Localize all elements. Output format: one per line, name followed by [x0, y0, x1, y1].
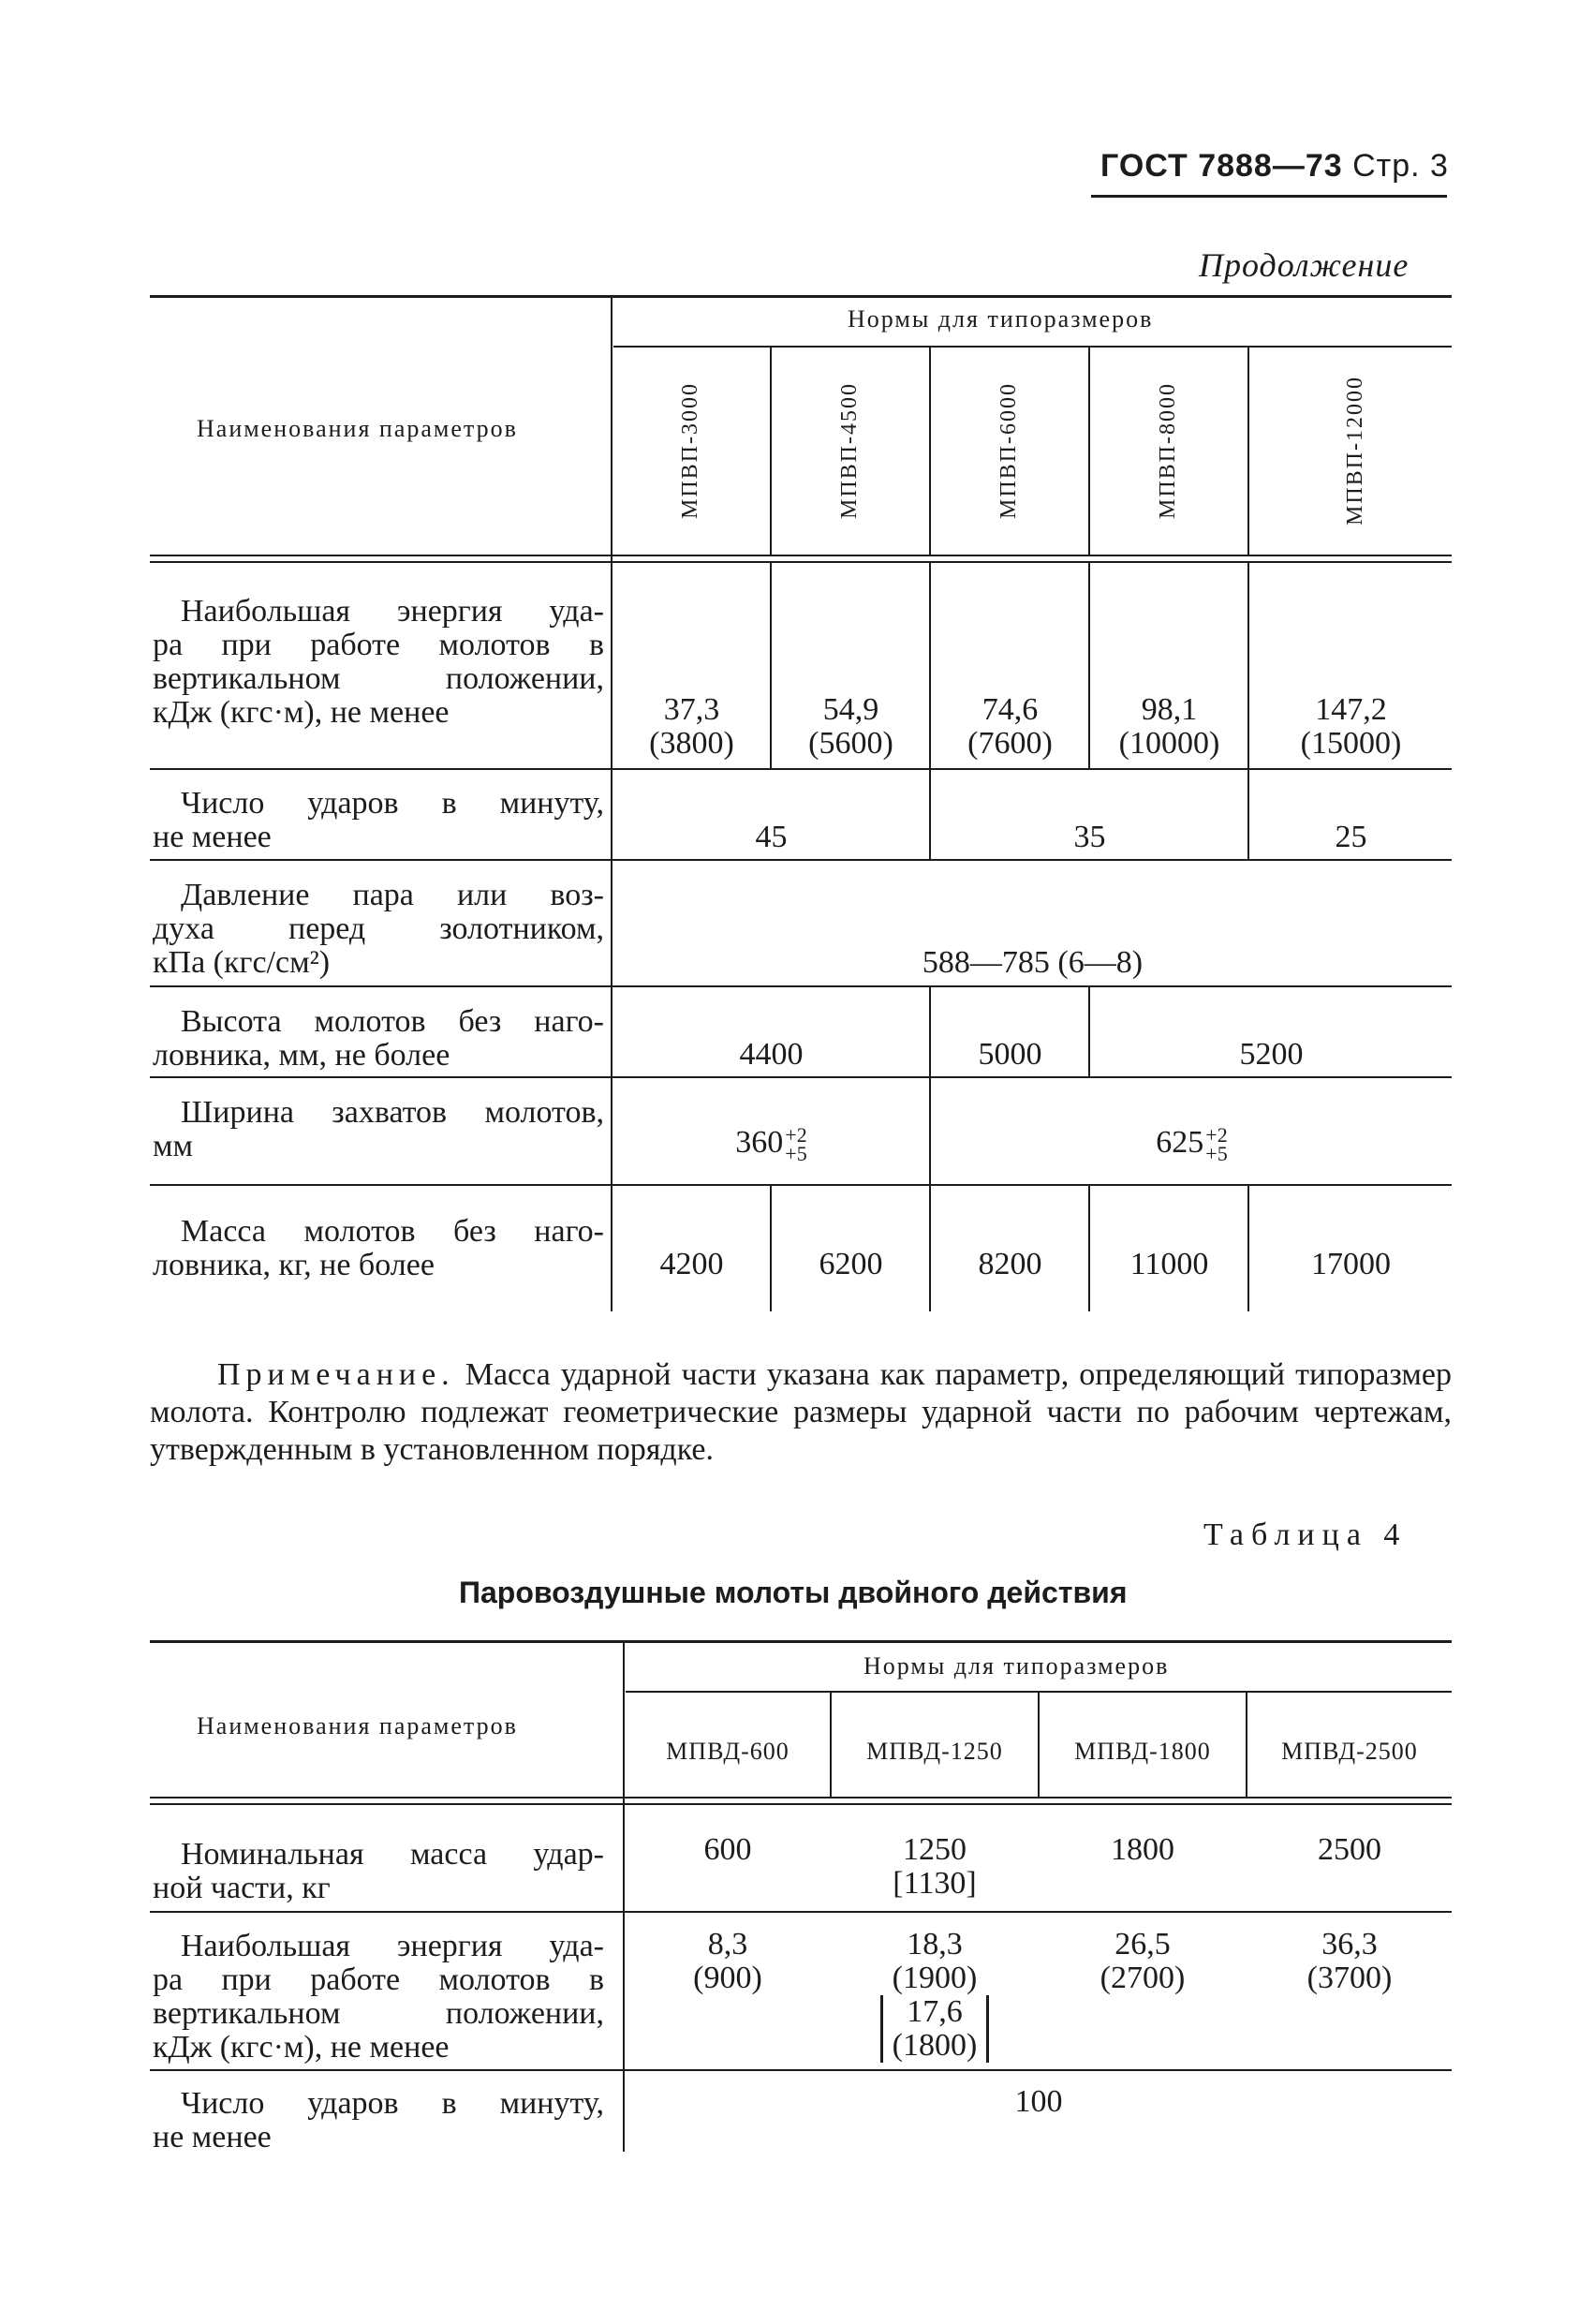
table3-row-rule-2 [150, 859, 1452, 861]
value-sub: (1900) [892, 1961, 978, 1995]
table3-value: 5000 [978, 1037, 1042, 1072]
table4-header-rule-2 [150, 1803, 1452, 1805]
name-line: вертикальном положении, [153, 1996, 604, 2031]
table3-value: 11000 [1129, 1247, 1209, 1281]
table3-col-header: МПВП-12000 [1343, 376, 1367, 526]
table4-col-header: МПВД-600 [666, 1738, 790, 1765]
table3-top-rule [150, 295, 1452, 298]
table4-param-divider [623, 1642, 625, 2152]
bracketed-value [880, 1995, 990, 2063]
name-line: ловника, мм, не более [153, 1038, 450, 1073]
name-line: Число ударов в минуту, [181, 786, 604, 821]
table3-header-rule-1 [150, 555, 1452, 556]
table4-value [832, 1928, 1038, 2063]
table3-value: 45 [755, 820, 788, 854]
table3-col-divider [1088, 987, 1090, 1076]
table3-col-header: МПВП-4500 [837, 382, 862, 520]
table3-col-header: МПВП-6000 [996, 382, 1021, 520]
table3-value: 5200 [1239, 1037, 1304, 1072]
tolerance-upper: +2 [785, 1123, 807, 1147]
name-line: вертикальном положении, [153, 661, 604, 696]
table4-row-name [153, 1930, 604, 2065]
tolerance-lower: +5 [1205, 1142, 1228, 1166]
table3-value [773, 693, 929, 761]
table4-value [832, 1833, 1038, 1901]
bracket-value-main: 17,6 [907, 1994, 963, 2029]
name-line: ра при работе молотов в [153, 628, 604, 662]
table3-value [932, 693, 1088, 761]
table3-value: 4200 [659, 1247, 724, 1281]
page-header [1100, 148, 1449, 185]
name-line: Номинальная масса удар- [181, 1837, 604, 1872]
name-line: Ширина захватов молотов, [181, 1095, 604, 1130]
table3-norms-header: Нормы для типоразмеров [848, 305, 1154, 333]
table4-col-header: МПВД-2500 [1281, 1738, 1418, 1765]
table3-col-divider [1247, 770, 1249, 859]
table3-col-divider [770, 348, 772, 555]
name-line: кДж (кгс·м), не менее [153, 2030, 450, 2065]
table3-col-header: МПВП-8000 [1156, 382, 1180, 520]
name-line: ловника, кг, не более [153, 1248, 435, 1282]
name-line: Высота молотов без наго- [181, 1004, 604, 1039]
table3-col-divider [1088, 1186, 1090, 1311]
table3-value [1250, 693, 1452, 761]
table4-value: 2500 [1318, 1832, 1381, 1867]
table-note [150, 1356, 1452, 1469]
table4-col-header: МПВД-1250 [866, 1738, 1003, 1765]
value-main: 18,3 [907, 1927, 963, 1961]
table3-col-divider [770, 563, 772, 768]
table3-col-divider [929, 987, 931, 1076]
value-sub: (10000) [1118, 726, 1220, 761]
table3-row-rule-3 [150, 985, 1452, 987]
table3-row-name [153, 1215, 604, 1282]
table3-col-divider [929, 563, 931, 768]
value-sub: (3800) [649, 726, 734, 761]
name-line: кДж (кгс·м), не менее [153, 695, 450, 730]
value-main: 147,2 [1315, 692, 1387, 727]
value-sub: (5600) [808, 726, 893, 761]
table4-top-rule [150, 1640, 1452, 1643]
table3-norms-rule [613, 346, 1452, 348]
table4-param-header: Наименования параметров [197, 1712, 518, 1739]
table4-value: 600 [703, 1832, 752, 1867]
table4-value: 1800 [1111, 1832, 1174, 1867]
standard-number: ГОСТ 7888—73 [1100, 148, 1343, 184]
table3-row-name [153, 1005, 604, 1073]
name-line: Масса молотов без наго- [181, 1214, 604, 1249]
name-line: ной части, кг [153, 1871, 331, 1905]
table3-row-name [153, 595, 604, 730]
table4-value [1040, 1928, 1246, 1995]
table4-value [626, 1928, 830, 1995]
value-main: 8,3 [707, 1927, 748, 1961]
value-sub: (2700) [1100, 1961, 1186, 1995]
header-rule [1091, 195, 1447, 198]
table3-value-with-tolerance [613, 1123, 929, 1166]
table3-value: 25 [1335, 820, 1367, 854]
table3-col-divider [1088, 348, 1090, 555]
name-line: не менее [153, 2120, 272, 2154]
table4-header-rule-1 [150, 1797, 1452, 1799]
value-sub: (7600) [967, 726, 1053, 761]
table3-row-rule-5 [150, 1184, 1452, 1186]
name-line: Давление пара или воз- [181, 878, 604, 912]
name-line: ра при работе молотов в [153, 1962, 604, 1997]
table3-col-divider [1247, 563, 1249, 768]
table3-value: 17000 [1311, 1247, 1391, 1281]
table3-value: 6200 [819, 1247, 883, 1281]
table3-value: 4400 [739, 1037, 804, 1072]
table3-row-name [153, 1096, 604, 1163]
name-line: Число ударов в минуту, [181, 2086, 604, 2121]
value-main: 26,5 [1114, 1927, 1171, 1961]
value-sub: (15000) [1300, 726, 1402, 761]
name-line: Наибольшая энергия уда- [181, 594, 604, 629]
table4-row-rule-1 [150, 1911, 1452, 1913]
value-main: 1250 [903, 1832, 967, 1867]
value-main: 625 [1156, 1125, 1204, 1160]
bracket-value-sub: (1800) [892, 2028, 978, 2063]
table3-value: 35 [1073, 820, 1106, 854]
table4-norms-header: Нормы для типоразмеров [863, 1652, 1170, 1680]
name-line: кПа (кгс/см²) [153, 945, 331, 980]
table4-caption: Таблица 4 [1203, 1517, 1408, 1552]
table3-col-divider [929, 1186, 931, 1311]
tolerance [1205, 1123, 1228, 1166]
table3-value-with-tolerance [932, 1123, 1452, 1166]
table3-value [1091, 693, 1247, 761]
table3-row-rule-1 [150, 768, 1452, 770]
table3-col-divider [770, 1186, 772, 1311]
table4-value: 100 [1014, 2084, 1063, 2119]
value-main: 74,6 [981, 692, 1039, 727]
table3-value: 8200 [978, 1247, 1042, 1281]
value-main: 36,3 [1321, 1927, 1378, 1961]
value-main: 54,9 [822, 692, 879, 727]
value-extra: [1130] [893, 1866, 977, 1901]
table3-header-rule-2 [150, 561, 1452, 563]
table3-col-divider [929, 770, 931, 859]
continuation-label: Продолжение [1199, 246, 1410, 284]
table4-value [1247, 1928, 1452, 1995]
note-text: Масса ударной части указана как параметр, определяющий типоразмер молота. Контролю подлежат геометрические размеры ударной части по рабочим чертежам, утвержденным в установленном порядке. [150, 1357, 1452, 1467]
table4-row-name [153, 1838, 604, 1905]
value-sub: (3700) [1306, 1961, 1393, 1995]
name-line: духа перед золотником, [153, 911, 604, 946]
table3-param-header: Наименования параметров [197, 415, 518, 442]
name-line: не менее [153, 820, 272, 854]
table3-row-name [153, 787, 604, 854]
table3-param-divider [611, 297, 613, 1311]
table3-row-name [153, 879, 604, 980]
table3-col-divider [929, 348, 931, 555]
table3-col-header: МПВП-3000 [678, 382, 702, 520]
name-line: Наибольшая энергия уда- [181, 1929, 604, 1963]
value-sub: (900) [693, 1961, 762, 1995]
tolerance [785, 1123, 807, 1166]
table3-col-divider [929, 1078, 931, 1184]
table3-col-divider [1088, 563, 1090, 768]
value-main: 360 [735, 1125, 784, 1160]
table4-row-rule-2 [150, 2069, 1452, 2071]
value-main: 37,3 [663, 692, 720, 727]
table3-col-divider [1247, 1186, 1249, 1311]
table3-col-divider [1247, 348, 1249, 555]
table3-value: 588—785 (6—8) [922, 945, 1144, 980]
tolerance-upper: +2 [1205, 1123, 1228, 1147]
table3-value [613, 693, 770, 761]
page-number: Стр. 3 [1352, 148, 1449, 184]
table4-col-header: МПВД-1800 [1074, 1738, 1211, 1765]
value-main: 98,1 [1141, 692, 1198, 727]
table4-title: Паровоздушные молоты двойного действия [459, 1576, 1128, 1609]
name-line: мм [153, 1129, 194, 1163]
table3-row-rule-4 [150, 1076, 1452, 1078]
tolerance-lower: +5 [785, 1142, 807, 1166]
table4-row-name [153, 2087, 604, 2154]
note-label: Примечание. [217, 1357, 455, 1392]
